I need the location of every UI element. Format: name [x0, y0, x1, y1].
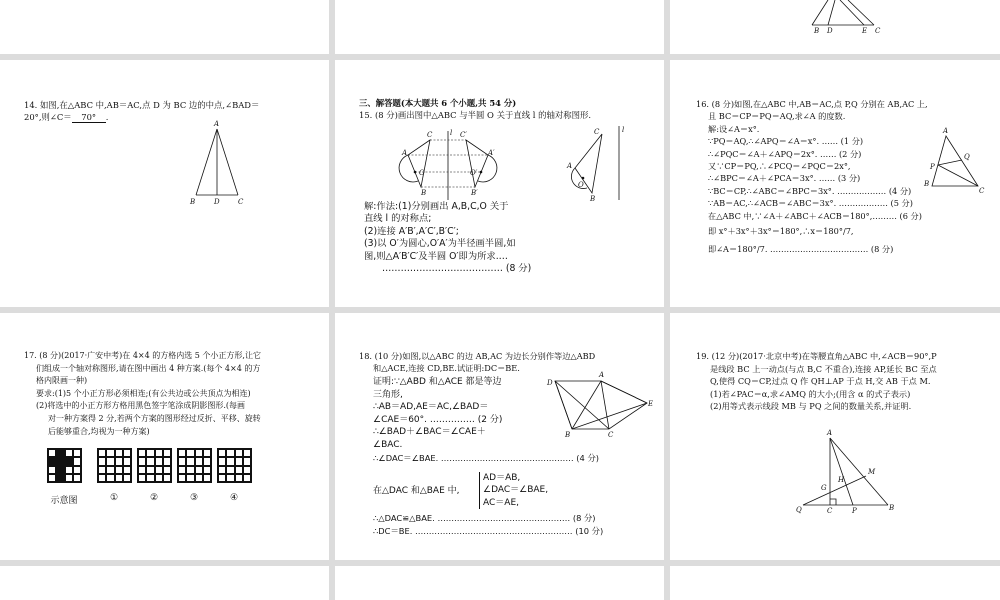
top-triangle-figure [670, 0, 1000, 54]
problem-19-line: 是线段 BC 上一动点(与点 B,C 不重合),连接 AP,延长 BC 至点 [710, 363, 937, 374]
problem-17-line: 要求:(1)5 个小正方形必须相连;(有公共边或公共顶点为相连) [36, 388, 251, 398]
problem-17-line: 格内限画一种) [36, 376, 88, 386]
solution-line: 解:作法:(1)分别画出 A,B,C,O 关于 [364, 201, 509, 212]
grid-option-1[interactable] [97, 448, 132, 483]
problem-14-text: 14. 如图,在△ABC 中,AB＝AC,点 D 为 BC 边的中点,∠BAD＝ 20°,则∠C＝ 70° . [24, 100, 260, 123]
section-heading: 三、解答题(本大题共 6 个小题,共 54 分) [359, 98, 517, 108]
label-E: E [648, 400, 654, 408]
label-O: O [419, 169, 425, 177]
label-A: A [827, 429, 833, 437]
problem-17-line: 对一种方案得 2 分,若两个方案的图形经过反折、平移、旋转 [48, 413, 261, 423]
problem-16-line: 且 BC＝CP＝PQ＝AQ,求∠A 的度数. [708, 111, 846, 122]
card-top-left [0, 0, 329, 54]
label-A: A [599, 371, 605, 379]
solution-line: 直线 l 的对称点; [364, 213, 432, 225]
label-B: B [421, 189, 427, 197]
label-C: C [238, 198, 244, 206]
card-top-right [670, 0, 1000, 54]
problem-19-line: (2)用等式表示线段 MB 与 PQ 之间的数量关系,并证明. [710, 401, 912, 411]
label-D: D [827, 27, 833, 35]
proof-condition: ∠DAC＝∠BAE, [483, 485, 549, 496]
problem-19-line: (1)若∠PAC＝α,求∠AMQ 的大小;(用含 α 的式子表示) [710, 388, 911, 399]
problem-17-line: 后能够重合,均视为一种方案) [48, 426, 150, 436]
label-G: G [821, 484, 827, 492]
grid-label-1: ① [109, 493, 119, 503]
card-top-middle [335, 0, 664, 54]
label-A: A [567, 162, 573, 170]
problem-16-line: 在△ABC 中,∵∠A＋∠ABC＋∠ACB＝180°,……… (6 分) [708, 210, 922, 221]
grid-label-example: 示意图 [50, 496, 78, 506]
problem-16-line: 即 x°＋3x°＋3x°＝180°,∴x＝180°/7, [708, 226, 854, 237]
label-P: P [930, 163, 935, 171]
grid-label-2: ② [149, 493, 159, 503]
problem-16-line: ∵PQ＝AQ,∴∠APQ＝∠A＝x°. …… (1 分) [708, 136, 864, 147]
proof-line: ∴∠DAC＝∠BAE. ………………………………………… (4 分) [373, 452, 599, 463]
proof-line: ∴DC＝BE. ………………………………………………… (10 分) [373, 526, 604, 536]
problem-19-line: Q,使得 CQ＝CP,过点 Q 作 QH⊥AP 于点 H,交 AB 于点 M. [710, 376, 931, 386]
card-bottom-right [670, 566, 1000, 600]
label-A: A [402, 149, 408, 157]
problem-15-line: 15. (8 分)画出图中△ABC 与半圆 O 关于直线 l 的轴对称图形. [359, 110, 591, 121]
problem-16-line: ∴∠PQC＝∠A＋∠APQ＝2x°. …… (2 分) [708, 148, 862, 159]
proof-condition: AC＝AE, [483, 497, 519, 508]
proof-line: 证明:∵△ABD 和△ACE 都是等边 [373, 377, 502, 387]
problem-18-line: 和△ACE,连接 CD,BE.试证明:DC＝BE. [373, 363, 520, 374]
grid-example [47, 448, 82, 483]
label-B: B [889, 504, 895, 512]
card-bottom-left [0, 566, 329, 600]
label-A: A [943, 127, 949, 135]
proof-line: 在△DAC 和△BAE 中, [373, 486, 460, 496]
problem-16-line: 又∵CP＝PQ,∴∠PCQ＝∠PQC＝2x°, [708, 161, 851, 172]
solution-line: 图,则△A′B′C′及半圆 O′即为所求.… [364, 250, 508, 262]
problem-16-line: ∵AB＝AC,∴∠ACB＝∠ABC＝3x°. ……………… (5 分) [708, 198, 913, 209]
solution-line: (2)连接 A′B′,A′C′,B′C′; [364, 225, 459, 237]
label-B: B [190, 198, 196, 206]
problem-18-figure [335, 313, 664, 560]
label-E: E [862, 27, 868, 35]
problem-17-line: (2)将选中的小正方形方格用黑色签字笔涂成阴影图形.(每画 [36, 401, 245, 411]
label-D: D [547, 379, 553, 387]
label-B-prime: B′ [471, 189, 478, 197]
label-M: M [868, 468, 876, 476]
grid-option-2[interactable] [137, 448, 172, 483]
label-l: l [622, 126, 625, 134]
problem-19-line: 19. (12 分)(2017·北京中考)在等腰直角△ABC 中,∠ACB＝90°,P [696, 351, 937, 361]
grid-label-4: ④ [229, 493, 239, 503]
problem-16-line: ∴∠BPC＝∠A＋∠PCA＝3x°. …… (3 分) [708, 173, 861, 184]
label-Q: Q [796, 506, 802, 514]
problem-17-line: 17. (8 分)(2017·广安中考)在 4×4 的方格内选 5 个小正方形,让它 [24, 351, 261, 360]
card-problem-16 [670, 60, 1000, 307]
proof-line: 三角形, [373, 389, 403, 400]
problem-16-line: 解:设∠A＝x°. [708, 123, 760, 134]
proof-condition: AD＝AB, [483, 473, 521, 483]
problem-14-line: 20°,则∠C＝ [24, 112, 72, 123]
label-A: A [214, 120, 220, 128]
problem-14-figure [0, 60, 329, 307]
proof-line: ∠CAE＝60°. …………… (2 分) [373, 414, 503, 425]
problem-14-answer: 70° [72, 112, 106, 123]
problem-15-solution [364, 201, 531, 275]
label-D: D [214, 198, 220, 206]
problem-14-line: 14. 如图,在△ABC 中,AB＝AC,点 D 为 BC 边的中点,∠BAD＝ [24, 100, 260, 110]
card-problem-15 [335, 60, 664, 307]
label-C: C [608, 431, 614, 439]
label-B: B [590, 195, 596, 203]
card-bottom-middle [335, 566, 664, 600]
grid-option-4[interactable] [217, 448, 252, 483]
card-problem-18 [335, 313, 664, 560]
proof-line: ∴∠BAD＋∠BAC＝∠CAE＋ [373, 427, 486, 438]
grid-option-3[interactable] [177, 448, 212, 483]
solution-line: ………………………………… (8 分) [382, 263, 532, 275]
label-P: P [852, 507, 857, 515]
label-C: C [875, 27, 881, 35]
label-l: l [450, 129, 453, 137]
label-B: B [565, 431, 571, 439]
label-O: O [578, 181, 584, 189]
label-C: C [979, 187, 985, 195]
problem-16-figure [670, 60, 1000, 307]
label-B: B [814, 27, 820, 35]
label-A-prime: A′ [488, 149, 495, 157]
proof-line: ∴△DAC≌△BAE. ………………………………………… (8 分) [373, 513, 596, 523]
label-C-prime: C′ [460, 131, 467, 139]
label-Q: Q [964, 153, 970, 161]
label-C: C [827, 507, 833, 515]
problem-17-line: 们组成一个轴对称图形,请在图中画出 4 种方案.(每个 4×4 的方 [36, 363, 261, 373]
solution-line: (3)以 O′为圆心,O′A′为半径画半圆,如 [364, 238, 516, 250]
proof-line: ∠BAC. [373, 439, 403, 450]
label-C: C [427, 131, 433, 139]
proof-line: ∴AB＝AD,AE＝AC,∠BAD＝ [373, 402, 489, 413]
label-C: C [594, 128, 600, 136]
problem-18-line: 18. (10 分)如图,以△ABC 的边 AB,AC 为边长分别作等边△ABD [359, 351, 596, 361]
label-O-prime: O′ [470, 169, 478, 177]
problem-19-figure [670, 313, 1000, 560]
problem-16-line: ∵BC＝CP,∴∠ABC＝∠BPC＝3x°. ……………… (4 分) [708, 185, 912, 196]
card-problem-19 [670, 313, 1000, 560]
label-H: H [838, 476, 845, 484]
label-B: B [924, 180, 930, 188]
card-problem-14 [0, 60, 329, 307]
problem-16-line: 16. (8 分)如图,在△ABC 中,AB＝AC,点 P,Q 分别在 AB,AC 上, [696, 99, 928, 109]
card-problem-17 [0, 313, 329, 560]
problem-17-text [24, 350, 261, 438]
problem-16-line: 即∠A＝180°/7. ……………………………… (8 分) [708, 244, 894, 255]
grid-label-3: ③ [189, 493, 199, 503]
